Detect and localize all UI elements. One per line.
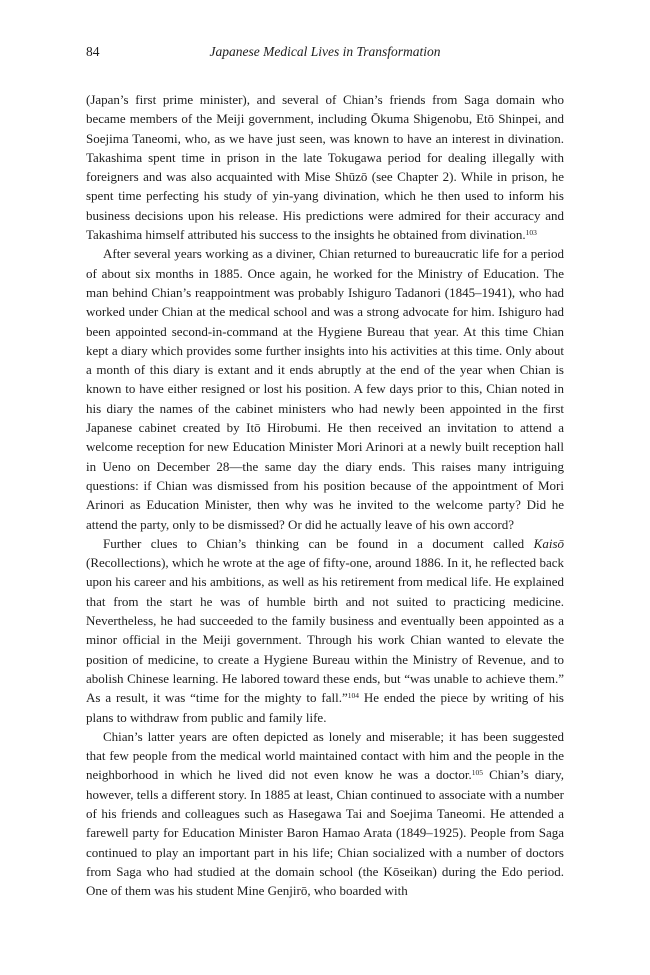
footnote-ref: 103 xyxy=(525,228,537,238)
body-text xyxy=(86,90,564,900)
footnote-ref: 105 xyxy=(471,768,484,778)
footnote-ref: 104 xyxy=(347,691,359,701)
running-head: Japanese Medical Lives in Transformation xyxy=(209,44,441,59)
paragraph-text: Further clues to Chian’s thinking can be found in a document called xyxy=(103,535,534,551)
paragraph-text: He ended the piece by writing of his plans to withdraw from public and family life. xyxy=(86,690,564,725)
paragraph-3 xyxy=(86,534,564,727)
paragraph-4 xyxy=(86,727,564,901)
paragraph-text: Chian’s latter years are often depicted as lonely and miserable; it has been suggested that few people from the medical world maintained contact with him and the people in the neighborhood in which he lived did not even know he was a doctor. xyxy=(86,728,564,783)
paragraph-text: (Recollections), which he wrote at the age of fifty-one, around 1886. In it, he reflected back upon his career and his ambitions, as well as his retirement from medical life. He explained that from the start he was of humble birth and not suited to practicing medicine. Nevertheless, he had succeeded to the family business and eventually been appointed as a minor official in the Meiji government. Through his work Chian wanted to elevate the position of medicine, to create a Hygiene Bureau within the Ministry of Revenue, and to abolish Chinese learning. He labored toward these ends, but “was unable to achieve them.” As a result, it was “time for the mighty to fall.” xyxy=(86,555,564,706)
paragraph-text: After several years working as a diviner, Chian returned to bureaucratic life for a period of about six months in 1885. Once again, he worked for the Ministry of Education. The man behind Chian’s reappointment was probably Ishiguro Tadanori (1845–1941), who had worked under Chian at the medical school and was a strong advocate for him. Ishiguro had been appointed second-in-command at the Hygiene Bureau that year. At this time Chian kept a diary which provides some further insights into his activities at this time. Only about a month of this diary is extant and it ends abruptly at the end of the year when Chian is known to have either resigned or lost his position. A few days prior to this, Chian noted in his diary the names of the cabinet ministers who had newly been appointed in the first Japanese cabinet created by Itō Hirobumi. He then received an invitation to attend a welcome reception for new Education Minister Mori Arinori at a newly built reception hall in Ueno on December 28—the same day the diary ends. This raises many intriguing questions: if Chian was dismissed from his position because of the appointment of Mori Arinori as Education Minister, then why was he invited to the welcome party? Did he attend the party, only to be dismissed? Or did he actually leave of his own accord? xyxy=(86,246,564,532)
paragraph-text: Chian’s diary, however, tells a different story. In 1885 at least, Chian continued to associate with a number of his friends and colleagues such as Hasegawa Tai and Soejima Taneomi. He attended a farewell party for Education Minister Baron Hamao Arata (1849–1925). People from Saga continued to play an important part in his life; Chian socialized with a number of doctors from Saga who had studied at the domain school (the Kōseikan) during the Edo period. One of them was his student Mine Genjirō, who boarded with xyxy=(86,767,564,899)
paragraph-text: (Japan’s first prime minister), and several of Chian’s friends from Saga domain who became members of the Meiji government, including Ōkuma Shigenobu, Etō Shinpei, and Soejima Taneomi, who, as we have just seen, was known to have an interest in divination. Takashima spent time in prison in the late Tokugawa period for dealing illegally with foreigners and was also acquainted with Mise Shūzō (see Chapter 2). While in prison, he spent time perfecting his study of yin-yang divination, which he then used to inform his business decisions upon his release. His predictions were admired for their accuracy and Takashima himself attributed his success to the insights he obtained from divination. xyxy=(86,92,564,243)
paragraph-2 xyxy=(86,244,564,533)
document-title: Kaisō xyxy=(533,535,564,551)
paragraph-1 xyxy=(86,90,564,244)
page-header xyxy=(86,44,564,64)
page-number: 84 xyxy=(86,44,100,59)
